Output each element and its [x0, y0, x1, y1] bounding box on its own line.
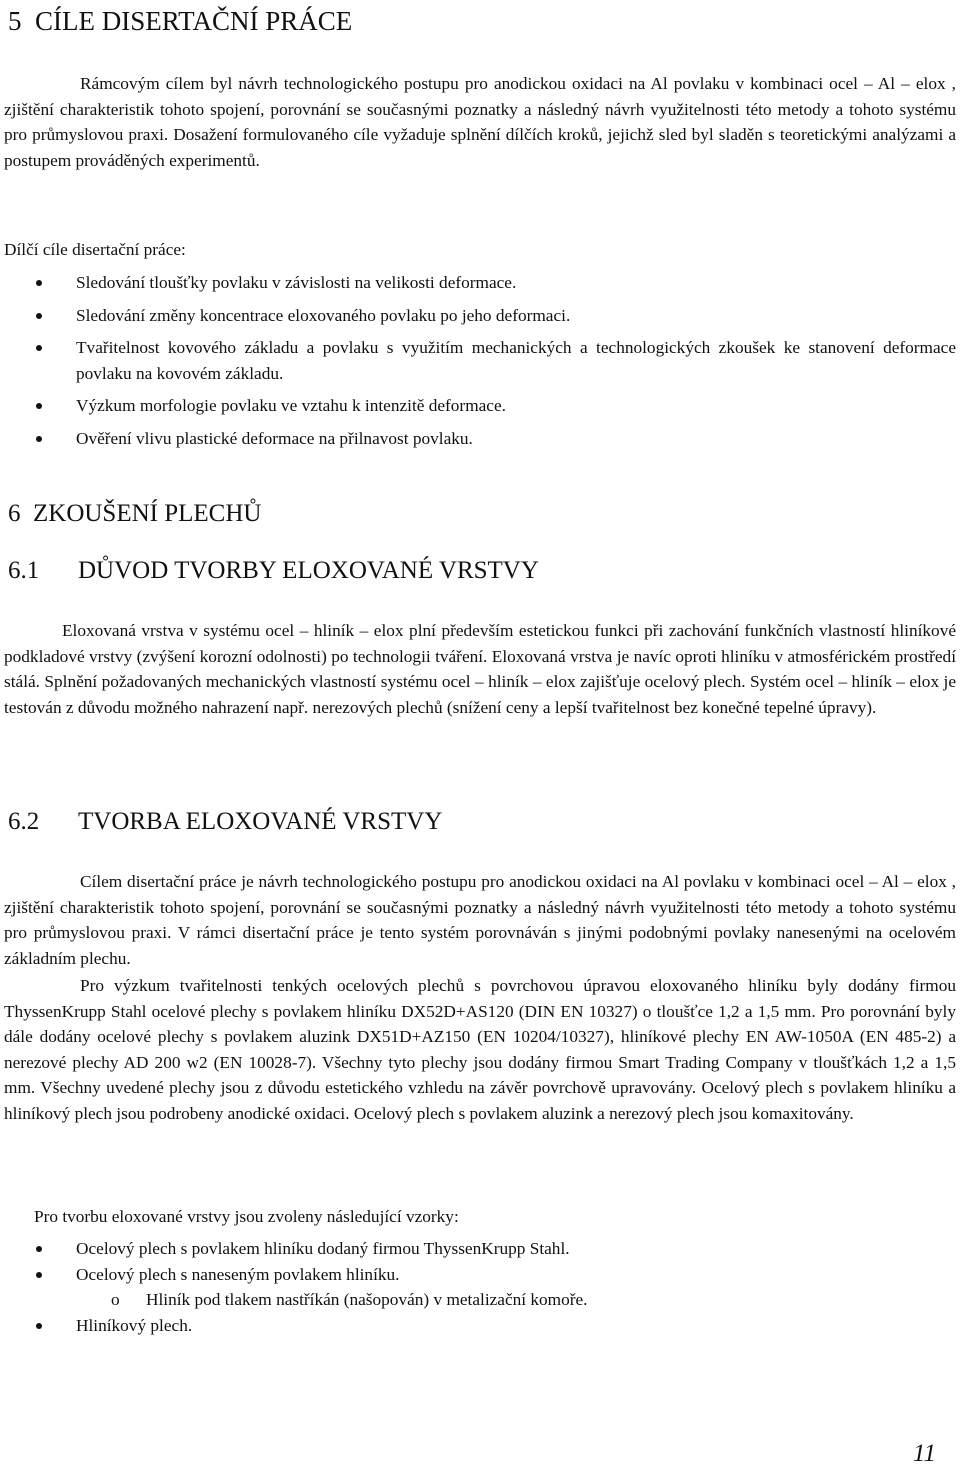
- circle-bullet-icon: o: [111, 1290, 120, 1309]
- heading-number: 6: [8, 500, 21, 527]
- list-item: Ocelový plech s naneseným povlakem hliníku.: [0, 1262, 956, 1288]
- paragraph: Rámcovým cílem byl návrh technologického postupu pro anodickou oxidaci na Al povlaku v kombinaci ocel – Al – elox , zjištění charakteristik tohoto spojení, porovnání se současnými poznatky a následný návrh využitelnosti této metody a tohoto systému pro průmyslovou praxi. Dosažení formulovaného cíle vyžaduje splnění dílčích kroků, jejichž sled byl sladěn s teoretickými analýzami a postupem prováděných experimentů.: [4, 74, 956, 170]
- list-item: Ověření vlivu plastické deformace na přilnavost povlaku.: [0, 426, 956, 452]
- heading-title: ZKOUŠENÍ PLECHŮ: [33, 500, 262, 527]
- bullet-icon: [36, 280, 42, 286]
- bullet-icon: [36, 403, 42, 409]
- bullet-icon: [36, 345, 42, 351]
- bullet-icon: [36, 1272, 42, 1278]
- list-heading: Pro tvorbu eloxované vrstvy jsou zvoleny následující vzorky:: [34, 1207, 459, 1226]
- page-number: 11: [912, 1440, 936, 1467]
- heading-chapter-6: [8, 500, 261, 528]
- paragraph: Pro výzkum tvařitelnosti tenkých ocelových plechů s povrchovou úpravou eloxovaného hliníku byly dodány firmou ThyssenKrupp Stahl ocelové plechy s povlakem hliníku DX52D+AS120 (DIN EN 10327) o tloušťce 1,2 a 1,5 mm. Pro porovnání byly dále dodány ocelové plechy s povlakem aluzink DX51D+AZ150 (EN 10204/10327), hliníkové plechy EN AW-1050A (EN 485-2) a nerezové plechy AD 200 w2 (EN 10028-7). Všechny tyto plechy jsou dodány firmou Smart Trading Company v tloušťkách 1,2 a 1,5 mm. Všechny uvedené plechy jsou z důvodu estetického vzhledu na závěr povrchově upravovány. Ocelový plech s povlakem hliníku a hliníkový plech jsou podrobeny anodické oxidaci. Ocelový plech s povlakem aluzink a nerezový plech jsou komaxitovány.: [4, 976, 956, 1123]
- heading-section-6-2: [8, 808, 442, 836]
- paragraph: Cílem disertační práce je návrh technologického postupu pro anodickou oxidaci na Al povlaku v kombinaci ocel – Al – elox , zjištění charakteristik tohoto spojení, porovnání se současnými poznatky a následný návrh využitelnosti této metody a tohoto systému pro průmyslovou praxi. V rámci disertační práce je tento systém porovnáván s jinými podobnými povlaky nanesenými na ocelovém základním plechu.: [4, 872, 956, 968]
- heading-chapter-5: [8, 6, 352, 37]
- paragraph: Eloxovaná vrstva v systému ocel – hliník – elox plní především estetickou funkci při zachování funkčních vlastností hliníkové podkladové vrstvy (zvýšení korozní odolnosti) po technologii tváření. Eloxovaná vrstva je navíc oproti hliníku v atmosférickém prostředí stálá. Splnění požadovaných mechanických vlastností systému ocel – hliník – elox zajišťuje ocelový plech. Systém ocel – hliník – elox je testován z důvodu možného nahrazení např. nerezových plechů (snížení ceny a lepší tvařitelnost bez konečné tepelné úpravy).: [4, 621, 956, 717]
- list-item: Ocelový plech s povlakem hliníku dodaný firmou ThyssenKrupp Stahl.: [0, 1236, 956, 1262]
- bullet-icon: [36, 1323, 42, 1329]
- list-item: Sledování tloušťky povlaku v závislosti na velikosti deformace.: [0, 270, 956, 296]
- heading-section-6-1: [8, 557, 539, 585]
- bullet-list: [0, 270, 960, 451]
- bullet-icon: [36, 1246, 42, 1252]
- heading-title: DŮVOD TVORBY ELOXOVANÉ VRSTVY: [78, 557, 539, 584]
- list-item: Tvařitelnost kovového základu a povlaku s využitím mechanických a technologických zkoušek ke stanovení deformace povlaku na kovovém základu.: [0, 335, 956, 386]
- list-item: Hliníkový plech.: [0, 1313, 956, 1339]
- heading-number: 6.2: [8, 808, 40, 835]
- heading-number: 6.1: [8, 557, 40, 584]
- bullet-icon: [36, 313, 42, 319]
- list-item: Sledování změny koncentrace eloxovaného povlaku po jeho deformaci.: [0, 303, 956, 329]
- sub-list-item: o Hliník pod tlakem nastříkán (našopován) v metalizační komoře.: [0, 1287, 946, 1313]
- bullet-list: [0, 1236, 960, 1338]
- list-heading: Dílčí cíle disertační práce:: [4, 240, 186, 259]
- heading-title: CÍLE DISERTAČNÍ PRÁCE: [35, 6, 353, 36]
- bullet-icon: [36, 436, 42, 442]
- heading-number: 5: [8, 6, 22, 36]
- list-item: Výzkum morfologie povlaku ve vztahu k intenzitě deformace.: [0, 393, 956, 419]
- heading-title: TVORBA ELOXOVANÉ VRSTVY: [78, 808, 443, 835]
